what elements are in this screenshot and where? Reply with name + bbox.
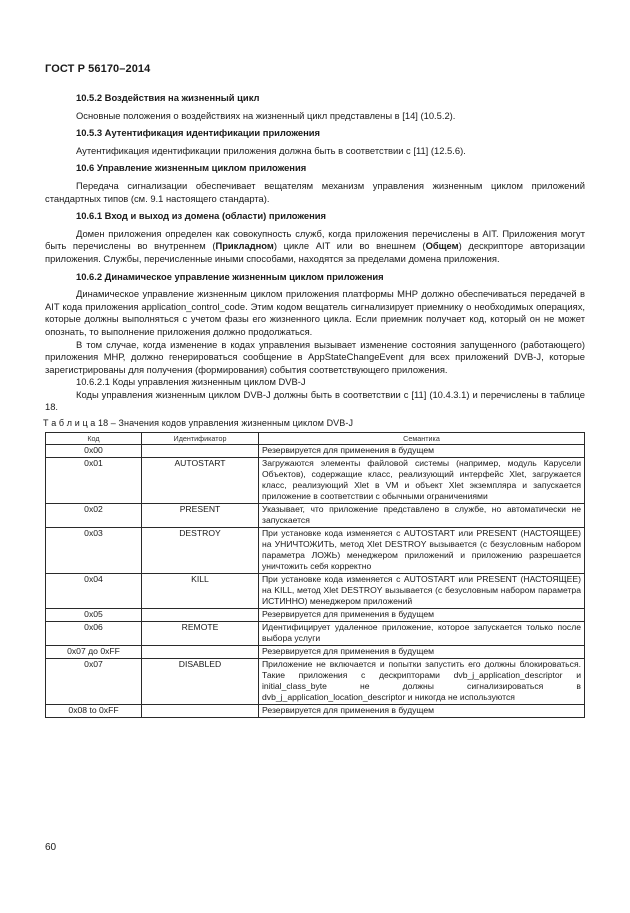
heading-10-5-2: 10.5.2 Воздействия на жизненный цикл	[76, 92, 260, 103]
paragraph-10-5-2: Основные положения о воздействиях на жизненный цикл представлены в [14] (10.5.2).	[76, 109, 456, 121]
cell-code: 0x01	[46, 457, 142, 503]
cell-identifier: AUTOSTART	[142, 457, 259, 503]
cell-identifier	[142, 608, 259, 621]
column-header-identifier: Идентификатор	[142, 432, 259, 444]
table-row	[46, 704, 585, 717]
bold-term: Прикладном	[215, 240, 274, 252]
cell-identifier: DISABLED	[142, 658, 259, 704]
cell-code: 0x06	[46, 621, 142, 645]
cell-code: 0x07	[46, 658, 142, 704]
cell-identifier	[142, 645, 259, 658]
table-row	[46, 444, 585, 457]
heading-10-6-1: 10.6.1 Вход и выход из домена (области) приложения	[76, 210, 327, 222]
cell-code: 0x05	[46, 608, 142, 621]
paragraph-10-6-2-b: В том случае, когда изменение в кодах управления вызывает изменение состояния запущенного (работающего) приложения МНР, должно генерироваться сообщение в AppStateChangeEvent для всех приложений DVB-J, которые зарегистрированы для получения (формирования) события соответствующего приложения.	[45, 338, 585, 375]
table-row	[46, 527, 585, 573]
cell-identifier: KILL	[142, 573, 259, 608]
cell-code: 0x02	[46, 503, 142, 527]
cell-semantics: Резервируется для применения в будущем	[259, 645, 585, 658]
cell-semantics: Загружаются элементы файловой системы (например, модуль Карусели Объектов), содержащие класс, реализующий интерфейс Xlet, загружается класс, реализующий Xlet в VM и объект Xlet экземпляра и запускается приложение в соответствии с обычными ограничениями	[259, 457, 585, 503]
document-id: ГОСТ Р 56170–2014	[45, 63, 151, 75]
cell-code: 0x08 to 0xFF	[46, 704, 142, 717]
table-row	[46, 573, 585, 608]
cell-code: 0x03	[46, 527, 142, 573]
cell-semantics: Резервируется для применения в будущем	[259, 444, 585, 457]
cell-semantics: При установке кода изменяется с AUTOSTART или PRESENT (НАСТОЯЩЕЕ) на УНИЧТОЖИТЬ, метод Xlet DESTROY вызывается (с безусловным набором параметра ЛОЖЬ) менеджером приложений и приложению разрешается уничтожить себя корректно	[259, 527, 585, 573]
table-row	[46, 658, 585, 704]
cell-identifier	[142, 704, 259, 717]
cell-semantics: Резервируется для применения в будущем	[259, 704, 585, 717]
table-row	[46, 645, 585, 658]
cell-identifier: PRESENT	[142, 503, 259, 527]
table-row	[46, 621, 585, 645]
cell-code: 0x00	[46, 444, 142, 457]
column-header-semantics: Семантика	[259, 432, 585, 444]
heading-10-6: 10.6 Управление жизненным циклом приложения	[76, 162, 307, 174]
cell-semantics: Резервируется для применения в будущем	[259, 608, 585, 621]
cell-code: 0x04	[46, 573, 142, 608]
paragraph-10-5-3: Аутентификация идентификации приложения должна быть в соответствии с [11] (12.5.6).	[76, 144, 466, 156]
table-caption: Т а б л и ц а 18 – Значения кодов управления жизненным циклом DVB-J	[43, 418, 354, 429]
table-row	[46, 608, 585, 621]
table-row	[46, 503, 585, 527]
cell-semantics: Приложение не включается и попытки запустить его должны блокироваться. Такие приложения с дескрипторами dvb_j_application_descriptor и initial_class_byte не должны сигнализироваться в dvb_j_application_location_descriptor и никогда не используются	[259, 658, 585, 704]
table-row	[46, 457, 585, 503]
text-segment: ) цикле AIT или во внешнем (	[273, 240, 426, 252]
cell-code: 0x07 до 0xFF	[46, 645, 142, 658]
lifecycle-codes-table	[45, 432, 585, 718]
cell-identifier: REMOTE	[142, 621, 259, 645]
heading-10-5-3: 10.5.3 Аутентификация идентификации приложения	[76, 127, 320, 139]
paragraph-10-6-2-c: Коды управления жизненным циклом DVB-J должны быть в соответствии с [11] (10.4.3.1) и перечислены в таблице 18.	[45, 388, 585, 413]
heading-10-6-2: 10.6.2 Динамическое управление жизненным циклом приложения	[76, 270, 384, 282]
cell-semantics: Идентифицирует удаленное приложение, которое запускается только после выбора услуги	[259, 621, 585, 645]
page-content	[45, 92, 585, 718]
bold-term: Общем	[425, 240, 459, 252]
cell-identifier: DESTROY	[142, 527, 259, 573]
paragraph-10-6-2-a: Динамическое управление жизненным циклом приложения платформы МНР должно обеспечиваться передачей в AIT кода приложения application_control_code. Этим кодом вещатель сигнализирует приемнику о необходимых операциях, которые должны выполняться с учетом фазы его жизненного цикла. Если приемник получает код, который он не может опознать, то выполнение приложения должно продолжаться.	[45, 288, 585, 337]
text-segment: ) дескрипторе авторизации приложения. Службы, перечисленные иными способами, находятся за пределами домена приложения.	[45, 240, 586, 264]
text-segment: Домен приложения определен как совокупность служб, когда приложения перечислены в AIT. Приложения могут быть перечислены во внутреннем (	[45, 227, 585, 252]
column-header-code: Код	[46, 432, 142, 444]
subsection-10-6-2-1: 10.6.2.1 Коды управления жизненным циклом DVB-J	[76, 376, 306, 388]
cell-semantics: Указывает, что приложение представлено в службе, но автоматически не запускается	[259, 503, 585, 527]
page-number: 60	[45, 842, 57, 853]
cell-semantics: При установке кода изменяется с AUTOSTART или PRESENT (НАСТОЯЩЕЕ) на KILL, метод Xlet DESTROY вызывается (с безусловным набором параметра ИСТИННО) менеджером приложений	[259, 573, 585, 608]
table-header-row	[46, 432, 585, 444]
paragraph-10-6-1	[45, 228, 585, 266]
cell-identifier	[142, 444, 259, 457]
paragraph-10-6: Передача сигнализации обеспечивает вещателям механизм управления жизненным циклом приложений стандартных типов (см. 9.1 настоящего стандарта).	[45, 179, 585, 204]
